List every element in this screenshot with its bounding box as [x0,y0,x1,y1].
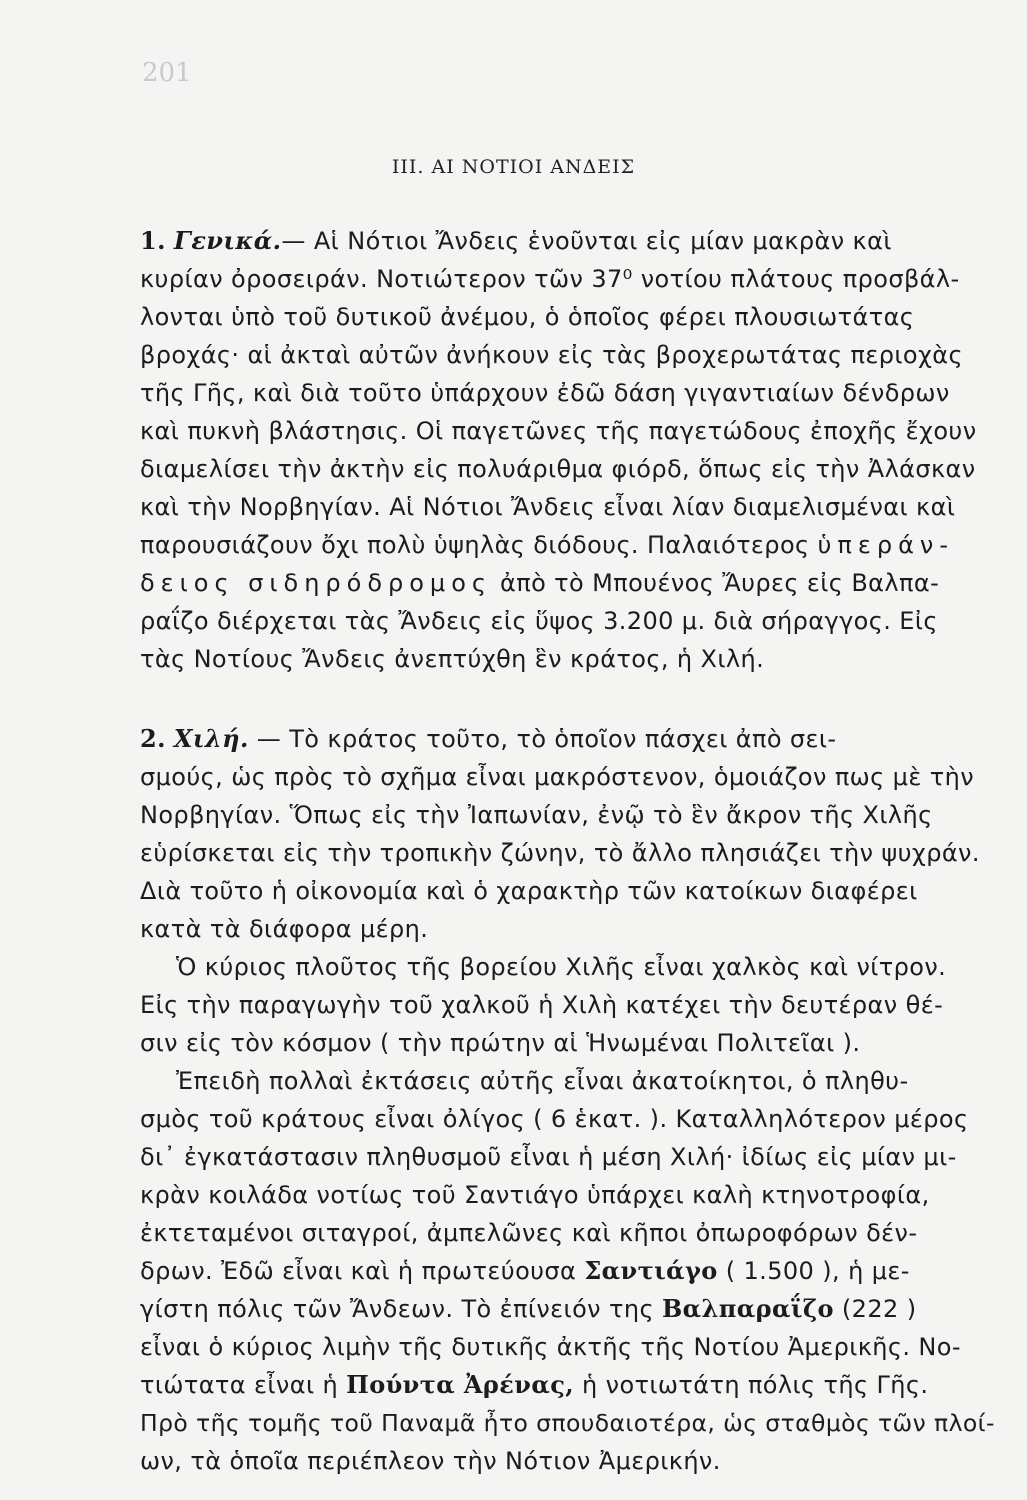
paragraph-line: ων, τὰ ὁποῖα περιέπλεον τὴν Νότιον Ἀμερικήν. [140,1447,721,1475]
paragraph-line [140,1368,928,1402]
paragraph-line: ἐκτεταμένοι σιταγροί, ἀμπελῶνες καὶ κῆποι ὀπωροφόρων δέν- [140,1219,918,1247]
paragraph-line: ραΐζο διέρχεται τὰς Ἄνδεις εἰς ὕψος 3.200 μ. διὰ σήραγγος. Εἰς [140,607,938,635]
emphasized-text: δειος σιδηρόδρομος [140,569,492,597]
paragraph-line: Πρὸ τῆς τομῆς τοῦ Παναμᾶ ἦτο σπουδαιοτέρα, ὡς σταθμὸς τῶν πλοί- [140,1409,995,1437]
section-heading: Γενικά. [173,226,282,255]
paragraph-line: Ἐπειδὴ πολλαὶ ἐκτάσεις αὐτῆς εἶναι ἀκατοίκητοι, ὁ πληθυ- [176,1067,909,1095]
paragraph-line: εἶναι ὁ κύριος λιμὴν τῆς δυτικῆς ἀκτῆς τῆς Νοτίου Ἀμερικῆς. Νο- [140,1333,961,1361]
paragraph-line: τῆς Γῆς, καὶ διὰ τοῦτο ὑπάρχουν ἐδῶ δάση γιγαντιαίων δένδρων [140,379,950,407]
paragraph-line: Νορβηγίαν. Ὅπως εἰς τὴν Ἰαπωνίαν, ἐνῷ τὸ ἓν ἄκρον τῆς Χιλῆς [140,801,933,829]
paragraph-line [140,1254,910,1288]
paragraph-line: κυρίαν ὀροσειράν. Νοτιώτερον τῶν 37⁰ νοτίου πλάτους προσβάλ- [140,265,960,293]
line-text: δρων. Ἐδῶ εἶναι καὶ ἡ πρωτεύουσα [140,1257,585,1285]
line-text: Τὸ κράτος τοῦτο, τὸ ὁποῖον πάσχει ἀπὸ σει- [289,725,837,753]
paragraph-line: δι᾽ ἐγκατάστασιν πληθυσμοῦ εἶναι ἡ μέση Χιλή· ἰδίως εἰς μίαν μι- [140,1143,957,1171]
paragraph-line: Ὁ κύριος πλοῦτος τῆς βορείου Χιλῆς εἶναι χαλκὸς καὶ νίτρον. [176,953,947,981]
paragraph-line: βροχάς· αἱ ἀκταὶ αὐτῶν ἀνήκουν εἰς τὰς βροχερωτάτας περιοχὰς [140,341,963,369]
section-number: 2. [140,724,166,753]
chapter-title: III. ΑΙ ΝΟΤΙΟΙ ΑΝΔΕΙΣ [391,156,636,178]
paragraph-line: κρὰν κοιλάδα νοτίως τοῦ Σαντιάγο ὑπάρχει καλὴ κτηνοτροφία, [140,1181,930,1209]
section-number: 1. [140,226,166,255]
line-text: γίστη πόλις τῶν Ἄνδεων. Τὸ ἐπίνειόν της [140,1295,662,1323]
paragraph-line [140,1292,916,1326]
place-name-valparaiso: Βαλπαραΐζο [661,1294,834,1323]
section-heading: Χιλή. [173,724,249,753]
line-text: ( 1.500 ), ἡ με- [717,1257,910,1285]
paragraph-line [140,224,892,258]
line-text: ἡ νοτιωτάτη πόλις τῆς Γῆς. [573,1371,929,1399]
paragraph-line: λονται ὑπὸ τοῦ δυτικοῦ ἀνέμου, ὁ ὁποῖος φέρει πλουσιωτάτας [140,303,915,331]
paragraph-line: καὶ τὴν Νορβηγίαν. Αἱ Νότιοι Ἄνδεις εἶναι λίαν διαμελισμέναι καὶ [140,493,956,521]
paragraph-line [140,722,837,756]
paragraph-line [140,566,939,600]
line-text: παρουσιάζουν ὄχι πολὺ ὑψηλὰς διόδους. Παλαιότερος [140,531,818,559]
paragraph-line: σιν εἰς τὸν κόσμον ( τὴν πρώτην αἱ Ἡνωμέναι Πολιτεῖαι ). [140,1029,861,1057]
page-number: 201 [142,58,192,88]
line-text: (222 ) [833,1295,917,1323]
paragraph-line: κατὰ τὰ διάφορα μέρη. [140,915,429,943]
paragraph-line: διαμελίσει τὴν ἀκτὴν εἰς πολυάριθμα φιόρδ, ὅπως εἰς τὴν Ἀλάσκαν [140,455,976,483]
paragraph-line: σμὸς τοῦ κράτους εἶναι ὀλίγος ( 6 ἑκατ. ). Καταλληλότερον μέρος [140,1105,969,1133]
heading-dash: — [248,725,290,753]
heading-dash: — [281,227,306,255]
paragraph-line [140,528,954,562]
paragraph-line: σμούς, ὡς πρὸς τὸ σχῆμα εἶναι μακρόστενον, ὁμοιάζον πως μὲ τὴν [140,763,975,791]
paragraph-line: Εἰς τὴν παραγωγὴν τοῦ χαλκοῦ ἡ Χιλὴ κατέχει τὴν δευτέραν θέ- [140,991,944,1019]
line-text: Αἱ Νότιοι Ἄνδεις ἑνοῦνται εἰς μίαν μακρὰν καὶ [313,227,892,255]
paragraph-line: Διὰ τοῦτο ἡ οἰκονομία καὶ ὁ χαρακτὴρ τῶν κατοίκων διαφέρει [140,877,918,905]
place-name-punta-arenas: Πούντα Ἀρένας, [346,1370,574,1399]
line-text: ἀπὸ τὸ Μπουένος Ἄυρες εἰς Βαλπα- [491,569,940,597]
paragraph-line: εὑρίσκεται εἰς τὴν τροπικὴν ζώνην, τὸ ἄλλο πλησιάζει τὴν ψυχράν. [140,839,980,867]
paragraph-line: τὰς Νοτίους Ἄνδεις ἀνεπτύχθη ἓν κράτος, ἡ Χιλή. [140,645,765,673]
line-text: τιώτατα εἶναι ἡ [140,1371,347,1399]
emphasized-text: ὑπεράν- [817,531,954,559]
paragraph-line: καὶ πυκνὴ βλάστησις. Οἱ παγετῶνες τῆς παγετώδους ἐποχῆς ἔχουν [140,417,977,445]
place-name-santiago: Σαντιάγο [584,1256,718,1285]
